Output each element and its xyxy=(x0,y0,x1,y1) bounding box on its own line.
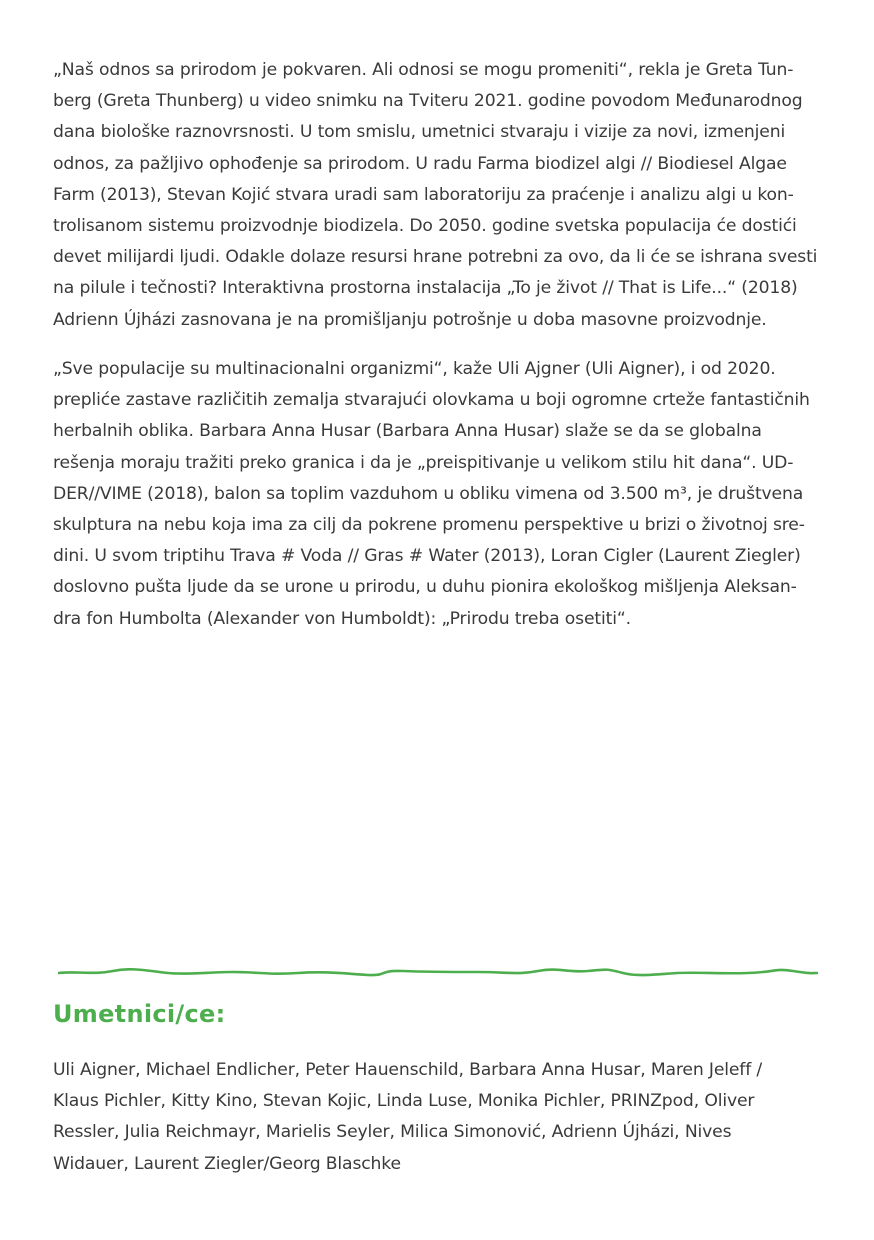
paragraph-line: devet milijardi ljudi. Odakle dolaze resursi hrane potrebni za ovo, da li će se ishrana svesti xyxy=(53,247,818,268)
paragraph-line: na pilule i tečnosti? Interaktivna prostorna instalacija „To je život // That is Life...“ (2018) xyxy=(53,278,798,299)
artists-heading: Umetnici/ce: xyxy=(53,1000,226,1028)
paragraph-line: DER//VIME (2018), balon sa toplim vazduhom u obliku vimena od 3.500 m³, je društvena xyxy=(53,483,804,504)
second-paragraph xyxy=(53,354,823,635)
artists-line: Uli Aigner, Michael Endlicher, Peter Hauenschild, Barbara Anna Husar, Maren Jeleff / xyxy=(53,1060,763,1080)
paragraph-line: Farm (2013), Stevan Kojić stvara uradi sam laboratoriju za praćenje i analizu algi u kon- xyxy=(53,184,794,205)
paragraph-line: Adrienn Újházi zasnovana je na promišljanju potrošnje u doba masovne proizvodnje. xyxy=(53,309,767,330)
artists-list xyxy=(53,1055,823,1180)
paragraph-line: „Sve populacije su multinacionalni organizmi“, kaže Uli Ajgner (Uli Aigner), i od 2020. xyxy=(53,359,776,379)
artists-line: Klaus Pichler, Kitty Kino, Stevan Kojic, Linda Luse, Monika Pichler, PRINZpod, Oliver xyxy=(53,1091,755,1112)
paragraph-line: dra fon Humbolta (Alexander von Humboldt): „Prirodu treba osetiti“. xyxy=(53,608,631,629)
artists-line: Widauer, Laurent Ziegler/Georg Blaschke xyxy=(53,1153,401,1174)
paragraph-line: berg (Greta Thunberg) u video snimku na Tviteru 2021. godine povodom Međunarodnog xyxy=(53,91,803,112)
paragraph-line: rešenja moraju tražiti preko granica i da je „preispitivanje u velikom stilu hit dana“. UD- xyxy=(53,452,794,473)
wavy-divider xyxy=(58,962,818,984)
paragraph-line: prepliće zastave različitih zemalja stvarajući olovkama u boji ogromne crteže fantastičnih xyxy=(53,390,810,411)
paragraph-line: skulptura na nebu koja ima za cilj da pokrene promenu perspektive u brizi o životnoj sre- xyxy=(53,515,805,536)
intro-paragraph xyxy=(53,55,823,336)
paragraph-line: dini. U svom triptihu Trava # Voda // Gras # Water (2013), Loran Cigler (Laurent Ziegler) xyxy=(53,546,801,567)
paragraph-line: herbalnih oblika. Barbara Anna Husar (Barbara Anna Husar) slaže se da se globalna xyxy=(53,421,762,442)
paragraph-line: doslovno pušta ljude da se urone u prirodu, u duhu pionira ekološkog mišljenja Aleksan- xyxy=(53,577,797,598)
paragraph-line: dana biološke raznovrsnosti. U tom smislu, umetnici stvaraju i vizije za novi, izmenjeni xyxy=(53,122,786,143)
paragraph-line: „Naš odnos sa prirodom je pokvaren. Ali odnosi se mogu promeniti“, rekla je Greta Tun- xyxy=(53,60,794,80)
paragraph-line: odnos, za pažljivo ophođenje sa prirodom. U radu Farma biodizel algi // Biodiesel Algae xyxy=(53,153,787,174)
paragraph-line: trolisanom sistemu proizvodnje biodizela. Do 2050. godine svetska populacija će dostići xyxy=(53,216,797,237)
artists-line: Ressler, Julia Reichmayr, Marielis Seyler, Milica Simonović, Adrienn Újházi, Nives xyxy=(53,1122,732,1143)
